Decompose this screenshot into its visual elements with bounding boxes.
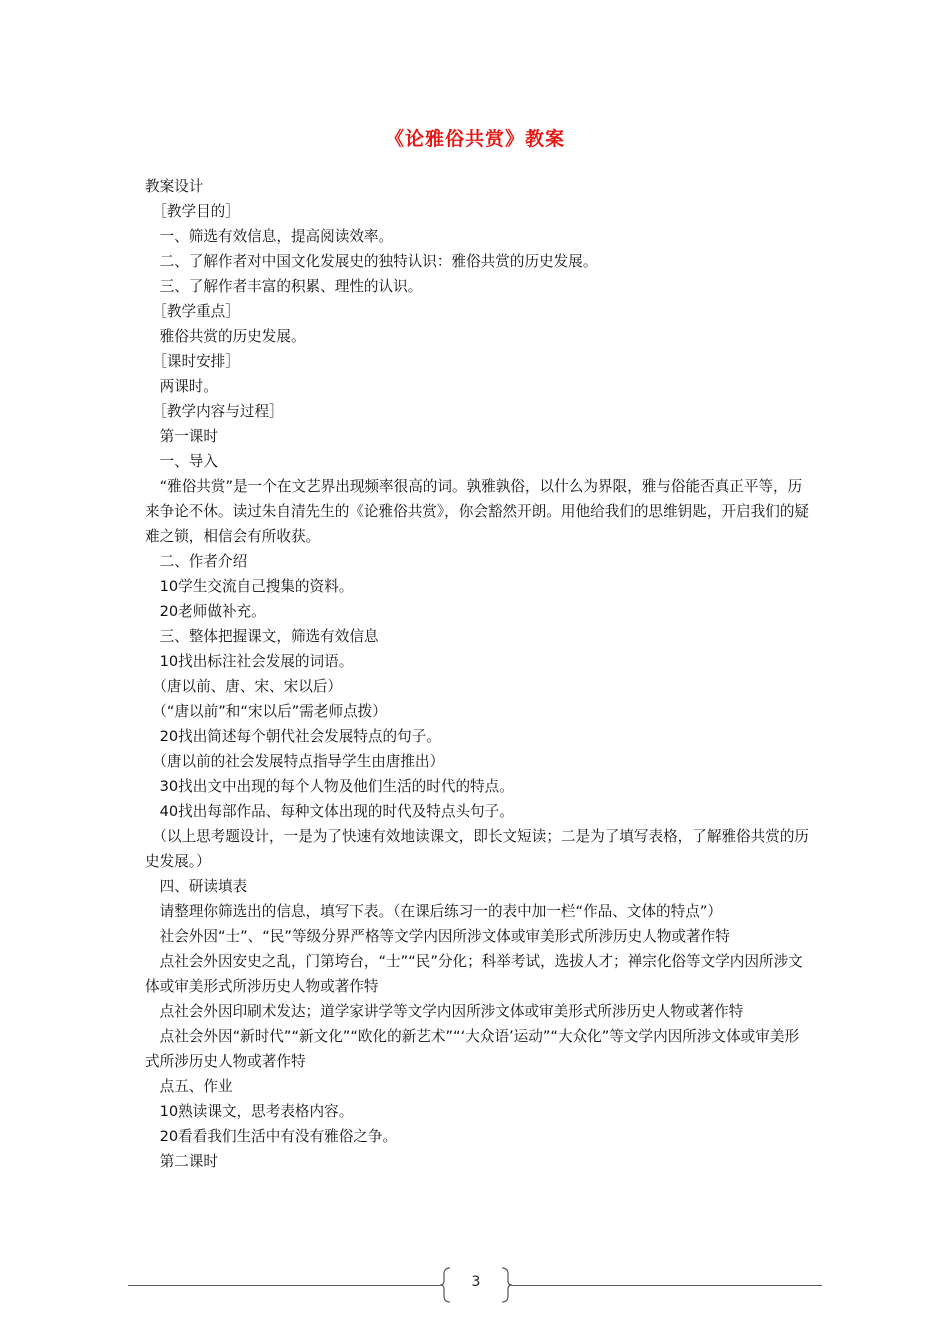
text-line: （以上思考题设计，一是为了快速有效地读课文，即长文短读；二是为了填写表格，了解雅俗共赏的历史发展。） xyxy=(145,828,810,870)
text-line: 教案设计 xyxy=(145,178,204,195)
text-line: （唐以前的社会发展特点指导学生由唐推出） xyxy=(145,753,445,770)
text-line: 点社会外因“新时代”“新文化”“欧化的新艺术”“‘大众语’运动”“大众化”等文学内因所涉文体或审美形式所涉历史人物或著作特 xyxy=(145,1028,800,1070)
text-line: ［课时安排］ xyxy=(145,353,240,370)
text-line: 点社会外因印刷术发达；道学家讲学等文学内因所涉文体或审美形式所涉历史人物或著作特 xyxy=(145,1003,744,1020)
text-line: 三、了解作者丰富的积累、理性的认识。 xyxy=(145,278,423,295)
text-line: 一、筛选有效信息，提高阅读效率。 xyxy=(145,228,394,245)
footer-rule-left xyxy=(128,1285,440,1286)
text-line: ［教学目的］ xyxy=(145,203,240,220)
text-line: ［教学内容与过程］ xyxy=(145,403,284,420)
text-line: 四、研读填表 xyxy=(145,878,248,895)
text-line: 20看看我们生活中有没有雅俗之争。 xyxy=(145,1128,398,1145)
text-line: ［教学重点］ xyxy=(145,303,240,320)
page-number: 3 xyxy=(471,1274,481,1290)
text-line: 社会外因“士”、“民”等级分界严格等文学内因所涉文体或审美形式所涉历史人物或著作特 xyxy=(145,928,730,945)
text-line: 40找出每部作品、每种文体出现的时代及特点头句子。 xyxy=(145,803,514,820)
text-line: 20找出简述每个朝代社会发展特点的句子。 xyxy=(145,728,441,745)
text-line: 一、导入 xyxy=(145,453,218,470)
text-line: 两课时。 xyxy=(145,378,218,395)
text-line: 点社会外因安史之乱，门第垮台，“士”“民”分化；科举考试，选拔人才；禅宗化俗等文学内因所涉文体或审美形式所涉历史人物或著作特 xyxy=(145,953,803,995)
text-line: 10熟读课文，思考表格内容。 xyxy=(145,1103,354,1120)
text-line: 10学生交流自己搜集的资料。 xyxy=(145,578,354,595)
text-line: 30找出文中出现的每个人物及他们生活的时代的特点。 xyxy=(145,778,514,795)
text-line: 二、作者介绍 xyxy=(145,553,248,570)
text-line: 雅俗共赏的历史发展。 xyxy=(145,328,306,345)
footer-rule-right xyxy=(512,1285,822,1286)
document-title: 《论雅俗共赏》教案 xyxy=(384,128,565,150)
text-line: （唐以前、唐、宋、宋以后） xyxy=(145,678,343,695)
text-line: 二、了解作者对中国文化发展史的独特认识：雅俗共赏的历史发展。 xyxy=(145,253,598,270)
text-line: “雅俗共赏”是一个在文艺界出现频率很高的词。孰雅孰俗，以什么为界限，雅与俗能否真正平等，历来争论不休。读过朱自清先生的《论雅俗共赏》，你会豁然开朗。用他给我们的思维钥匙，开启我们的疑难之锁，相信会有所收获。 xyxy=(145,478,810,545)
text-line: 点五、作业 xyxy=(145,1078,233,1095)
text-line: （“唐以前”和“宋以后”需老师点拨） xyxy=(145,703,387,720)
text-line: 三、整体把握课文，筛选有效信息 xyxy=(145,628,379,645)
text-line: 请整理你筛选出的信息，填写下表。（在课后练习一的表中加一栏“作品、文体的特点”） xyxy=(145,903,722,920)
text-line: 20老师做补充。 xyxy=(145,603,266,620)
text-line: 第一课时 xyxy=(145,428,218,445)
text-line: 10找出标注社会发展的词语。 xyxy=(145,653,354,670)
document-body xyxy=(145,174,810,1174)
text-line: 第二课时 xyxy=(145,1153,218,1170)
